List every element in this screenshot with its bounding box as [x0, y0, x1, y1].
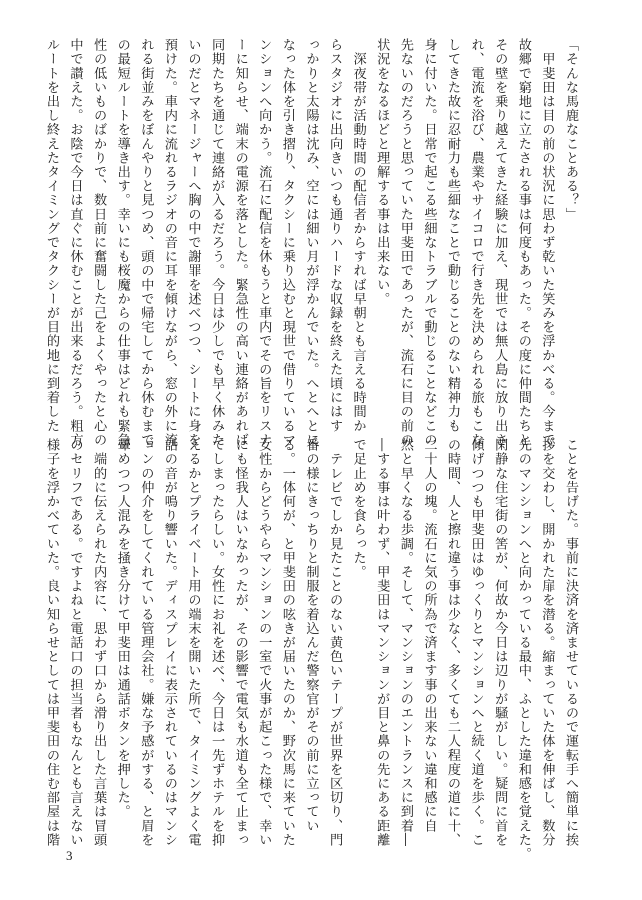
upper-text-column [43, 38, 582, 447]
text-line: 同期たちを通じて連絡が入るだろう。今日は少しでも早く休みた [209, 38, 225, 447]
text-line: のセリフである。ですよねと電話口の担当者もなんとも言えない [67, 438, 83, 847]
text-line: ーに知らせ、端末の電源を落とした。緊急性の高い連絡があれば [232, 38, 248, 447]
text-line: の時間、人と擦れ違う事は少なく、多くても二人程度の道に十、 [445, 438, 461, 847]
text-line: ルートを出し終えたタイミングでタクシーが目的地に到着した [43, 38, 59, 433]
text-line: 甲斐田は目の前の状況に思わず乾いた笑みを浮かべる。今まで [539, 38, 555, 447]
text-line: 中で讃えた。お陰で今日は直ぐに休むことが出来るだろう。粗方 [67, 38, 83, 447]
text-line: 「そんな馬鹿なことある？」 [563, 38, 578, 222]
text-line: 端的に伝えられた内容に、思わず口から滑り出した言葉は冒頭 [91, 438, 107, 847]
text-line: っかりと太陽は沈み、空には細い月が浮かんでいた。へとへとに [303, 38, 319, 447]
text-line: ンションへ向かう。流石に配信を休もうと車内でその旨をリスナ [256, 38, 272, 447]
page-number: 3 [66, 848, 73, 863]
text-line: 状況をなるほどと理解する事は出来ない。 [374, 38, 390, 306]
text-line: 先ないのだろうと思っていた甲斐田であったが、流石に目の前の [397, 38, 413, 447]
text-line: 然と早くなる歩調。そして、マンションのエントランスに到着― [397, 438, 413, 847]
text-line: ョンの仲介をしてくれている管理会社。嫌な予感がする、と眉を [138, 438, 154, 847]
text-line: ―する事は叶わず、甲斐田はマンションが目と鼻の先にある距離 [374, 438, 390, 847]
text-line: 拶を交わし、開かれた扉を潜る。縮まっていた体を伸ばし、数分 [539, 438, 555, 847]
text-line: で足止めを食らった。 [350, 438, 366, 579]
text-line: いのだとマネージャーへ胸の中で謝罪を述べつつ、シートに身を [185, 38, 201, 447]
text-line: の最短ルートを導き出す。幸いにも桜魔からの仕事はどれも緊急 [114, 38, 130, 447]
text-line: にも怪我人はいなかったが、その影響で電気も水道も全て止まっ [232, 438, 248, 847]
lower-text-column [43, 438, 582, 861]
text-line: れる街並みをぼんやりと見つめ、頭の中で帰宅してから休むまで [138, 38, 154, 447]
text-line: 番の様にきっちりと制服を着込んだ警察官がその前に立ってい [303, 438, 319, 833]
text-line: 傾げつつも甲斐田はゆっくりとマンションへと続く道を歩く。こ [468, 438, 484, 847]
text-line: テレビでしか見たことのない黄色いテープが世界を区切り、門 [327, 438, 343, 847]
text-line: てしまったらしい。女性にお礼を述べ、今日は一先ずホテルを抑 [209, 438, 225, 847]
text-line: 身に付いた。日常で起こる些細なトラブルで動じることなどこの [421, 38, 437, 447]
text-line: ことを告げた。事前に決済を済ませているので運転手へ簡単に挨 [563, 438, 578, 847]
text-line: 顰めつつ人混みを掻き分けて甲斐田は通話ボタンを押した。 [114, 438, 130, 819]
text-line: 閑静な住宅街の筈が、何故か今日は辺りが騒がしい。疑問に首を [492, 438, 508, 847]
text-line: 先のマンションへと向かっている最中、ふとした違和感を覚えた。 [515, 438, 531, 861]
text-line: 故郷で窮地に立たされる事は何度もあった。その度に仲間たちと [515, 38, 531, 447]
text-line: 話の音が鳴り響いた。ディスプレイに表示されているのはマンシ [161, 438, 177, 847]
text-line: 様子を浮かべていた。良い知らせとしては甲斐田の住む部屋は階 [43, 438, 59, 847]
text-line: 深夜帯が活動時間の配信者からすれば早朝とも言える時間か [350, 38, 366, 433]
text-line: 二十人の塊。流石に気の所為で済ます事の出来ない違和感に自 [421, 438, 437, 833]
text-line: れ、電流を浴び、農業やサイコロで行き先を決められる旅もこな [468, 38, 484, 447]
text-line: 性の低いものばかりで、数日前に奮闘した己をよくやったと心の [91, 38, 107, 447]
text-line: 女性からどうやらマンションの一室で火事が起こった様で、幸い [256, 438, 272, 847]
text-line: その壁を乗り越えてきた経験に加え、現世では無人島に放り出さ [492, 38, 508, 447]
text-line: らスタジオに出向きいつも通りハードな収録を終えた頃にはす [327, 38, 343, 433]
text-line: なった体を引き摺り、タクシーに乗り込むと現世で借りているマ [279, 38, 295, 447]
text-line: してきた故に忍耐力も些細なことで動じることのない精神力も [445, 38, 461, 433]
text-line: る。一体何が、と甲斐田の呟きが届いたのか、野次馬に来ていた [279, 438, 295, 847]
text-line: 預けた。車内に流れるラジオの音に耳を傾けながら、窓の外に流 [161, 38, 177, 447]
text-line: えるかとプライベート用の端末を開いた所で、タイミングよく電 [185, 438, 201, 847]
